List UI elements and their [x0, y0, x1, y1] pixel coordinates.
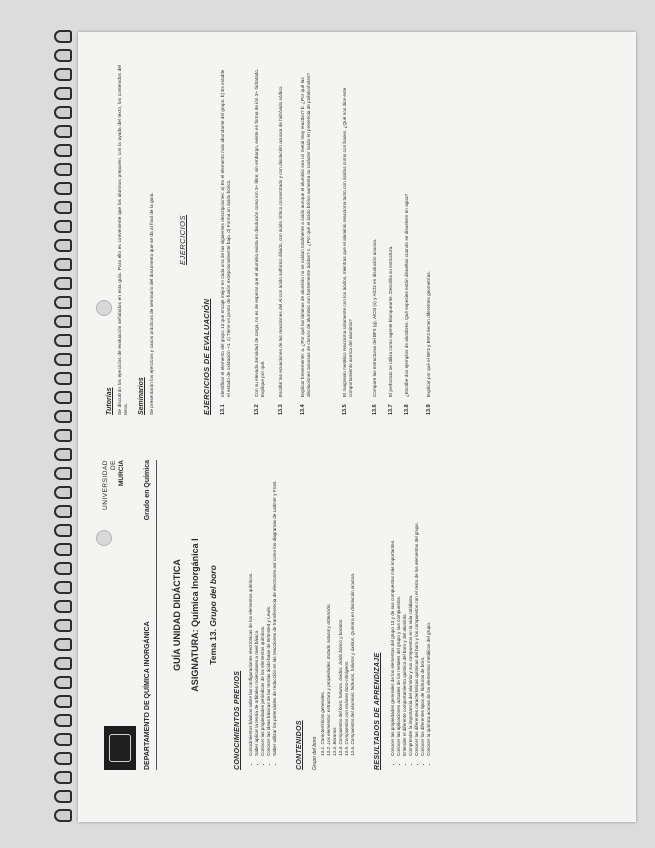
- group-label: Grupo del boro: [312, 736, 318, 770]
- spiral-ring: [54, 334, 72, 347]
- list-item: 13.2. Los elementos: estructura y propiedades. Estado natural y obtención.: [326, 603, 331, 756]
- spiral-ring: [54, 619, 72, 632]
- ejercicios-heading: EJERCICIOS: [178, 215, 187, 266]
- spiral-ring: [54, 657, 72, 670]
- seminarios-text: Se presentarán los ejercicios y casos prácticos de seminario del documento que se da al final de la guía.: [150, 192, 155, 415]
- tutorias-heading: Tutorías: [106, 387, 113, 415]
- spiral-ring: [54, 239, 72, 252]
- spiral-ring: [54, 771, 72, 784]
- topic-name: Grupo del boro: [208, 565, 218, 627]
- spiral-ring: [54, 391, 72, 404]
- spiral-ring: [54, 638, 72, 651]
- contents-list: [320, 466, 356, 756]
- spiral-ring: [54, 448, 72, 461]
- exercise-text: El perborato se utiliza como agente blanqueante. Describa su estructura.: [388, 245, 393, 397]
- topic-title: [208, 460, 218, 770]
- spiral-ring: [54, 429, 72, 442]
- spiral-ring: [54, 125, 72, 138]
- exercise-item: [426, 65, 432, 415]
- exercise-text: El magnesio metálico reacciona solamente con los ácidos, mientras que el aluminio reacciona tanto con ácidos como con bases. ¿Qué nos dice este comportamiento acerca del aluminio?: [342, 87, 353, 397]
- university-name: [102, 460, 126, 522]
- list-item: 13.6. Compuestos del aluminio: hidruros, haluros y óxidos. Química en disolución acuosa.: [350, 572, 355, 756]
- spiral-ring: [54, 106, 72, 119]
- contents-heading: CONTENIDOS: [296, 720, 303, 770]
- spiral-ring: [54, 144, 72, 157]
- exercise-item: [388, 65, 394, 415]
- exercise-number: 13.8: [404, 404, 410, 415]
- spiral-ring: [54, 524, 72, 537]
- exercise-number: 13.1: [220, 404, 226, 415]
- exercise-number: 13.9: [426, 404, 432, 415]
- exercise-item: [404, 65, 410, 415]
- exercise-number: 13.6: [372, 404, 378, 415]
- list-item: 13.3. Boranos: [332, 727, 337, 756]
- left-column: [78, 427, 636, 822]
- degree-name: Grado en Química: [144, 460, 151, 521]
- spiral-ring: [54, 372, 72, 385]
- list-item: • Conocer las propiedades periódicas de los elementos químicos.: [260, 456, 266, 756]
- university-line1: UNIVERSIDAD DE: [102, 460, 117, 510]
- subject-title: ASIGNATURA: Química Inorgánica I: [190, 538, 200, 692]
- spiral-ring: [54, 315, 72, 328]
- spiral-ring: [54, 296, 72, 309]
- spiral-ring: [54, 353, 72, 366]
- spiral-ring: [54, 182, 72, 195]
- spiral-ring: [54, 809, 72, 822]
- list-item: • Conocer los diferentes tipos de hidruros de boro.: [420, 456, 426, 756]
- exercise-number: 13.2: [254, 404, 260, 415]
- spiral-ring: [54, 486, 72, 499]
- spiral-ring: [54, 543, 72, 556]
- spiral-ring: [54, 562, 72, 575]
- department-name: DEPARTAMENTO DE QUÍMICA INORGÁNICA: [144, 621, 151, 770]
- exercise-text: Explicar brevemente: a. ¿Por qué las láminas de aluminio no se oxidan totalmente a óxido aunque el aluminio sea un metal muy reactivo? b. ¿Por qué las disoluciones acuosas de cloruro de aluminio son fuertemente ácidas? c. ¿Por qué el ácido bórico aumenta su carácter ácido en presencia de polialcoholes?: [300, 73, 311, 397]
- spiral-ring: [54, 695, 72, 708]
- prior-knowledge-list: [248, 456, 278, 764]
- guide-title: GUÍA UNIDAD DIDÁCTICA: [172, 559, 182, 671]
- exercise-item: [372, 65, 378, 415]
- list-item: • Saber utilizar los potenciales de reducción en las reacciones de transferencia de electrones así como los diagramas de Latimer y Frost.: [272, 456, 278, 756]
- list-item: 13.1. Características generales.: [320, 691, 325, 756]
- spiral-ring: [54, 410, 72, 423]
- list-item: 13.5. Compuestos con enlaces boro-nitrógeno.: [344, 660, 349, 756]
- spiral-ring: [54, 220, 72, 233]
- exercise-text: ¿Escribe dos ejemplos de alumbres. Qué especies están disueltas cuando se disuelven en agua?: [404, 193, 409, 397]
- header-row: [142, 460, 157, 770]
- spiral-ring: [54, 30, 72, 43]
- exercise-text: Escribir las ecuaciones de las reacciones del Al con ácido sulfúrico diluido, con ácido nítrico concentrado y con disolución acuosa de hidróxido sódico.: [278, 85, 283, 397]
- spiral-ring: [54, 258, 72, 271]
- spiral-ring: [54, 201, 72, 214]
- spiral-ring: [54, 505, 72, 518]
- list-item: 13.4. Compuestos del boro: haluros, óxidos, ácido bórico y boratos.: [338, 618, 343, 756]
- list-item: • Conocer las ideas básicas de las teorías ácido-base de Brönsted y Lewis.: [266, 456, 272, 756]
- university-crest-logo: [104, 726, 136, 770]
- spiral-ring: [54, 600, 72, 613]
- exercise-text: Explicar por qué el BF3 y BrF3 tienen diferentes geometrías.: [426, 271, 431, 397]
- learning-results-heading: RESULTADOS DE APRENDIZAJE: [374, 652, 381, 770]
- list-item: • Conocer la química acuosa de los elementos metálicos del grupo.: [426, 456, 432, 756]
- exercise-text: Identificar el elemento del grupo 13 que encaje mejor en cada una de las siguientes descripciones: a) Es el elemento más abundante del grupo. b) Es estable el estado de oxidación +1. c) Tiene un punto de fusión excepcionalmente bajo. d) Forma un ácido bórico.: [220, 69, 231, 397]
- exercise-number: 13.4: [300, 404, 306, 415]
- prior-knowledge-heading: CONOCIMIENTOS PREVIOS: [234, 670, 241, 770]
- exercise-number: 13.7: [388, 404, 394, 415]
- exercise-item: [278, 65, 284, 415]
- spiral-ring: [54, 714, 72, 727]
- spiral-ring: [54, 581, 72, 594]
- spiral-ring: [54, 752, 72, 765]
- exercise-item: [220, 65, 232, 415]
- spiral-ring: [54, 790, 72, 803]
- evaluation-exercises-heading: EJERCICIOS DE EVALUACIÓN: [202, 298, 211, 415]
- rotated-content: [78, 32, 636, 822]
- spiral-ring: [54, 87, 72, 100]
- right-column: [78, 32, 636, 427]
- list-item: • Entender el diferente comportamiento químico del boro y del aluminio.: [402, 456, 408, 756]
- spiral-ring: [54, 676, 72, 689]
- spiral-ring: [54, 733, 72, 746]
- list-item: • Conocer las diferentes características químicas del boro y los compuestos con el resto de los elementos del grupo.: [414, 456, 420, 756]
- list-item: • Comprender la importancia del aluminio y sus compuestos en la vida cotidiana.: [408, 456, 414, 756]
- spiral-ring: [54, 467, 72, 480]
- list-item: • Conocer las propiedades generales de los elementos del grupo 13 y de sus compuestos más importantes.: [390, 456, 396, 756]
- university-line2: MURCIA: [118, 460, 125, 486]
- exercise-number: 13.5: [342, 404, 348, 415]
- spiral-ring: [54, 277, 72, 290]
- spiral-ring: [54, 163, 72, 176]
- exercise-item: [300, 65, 312, 415]
- topic-prefix: Tema 13.: [208, 629, 218, 665]
- learning-results-list: [390, 456, 432, 764]
- spiral-ring: [54, 49, 72, 62]
- seminarios-heading: Seminarios: [138, 377, 145, 415]
- tutorias-text: Se discutirán los ejercicios de evaluación señalados en esta guía. Para ello es conveniente que los alumnos preparen, con la ayuda del texto, los contenidos del tema.: [118, 65, 130, 415]
- list-item: • Conocer las aplicaciones actuales de los metales del grupo y sus compuestos.: [396, 456, 402, 756]
- exercise-item: [254, 65, 266, 415]
- document-page: [78, 32, 636, 822]
- list-item: • Saber aplicar la teoría de orbitales moleculares a nivel básico.: [254, 456, 260, 756]
- spiral-ring: [54, 68, 72, 81]
- exercise-item: [342, 65, 354, 415]
- exercise-text: Compare las estructuras del BF3 (g), AlCl3 (s) y AlCl3 en disolución acuosa.: [372, 238, 377, 397]
- exercise-number: 13.3: [278, 404, 284, 415]
- spiral-binding: [54, 30, 76, 820]
- list-item: • Conocimientos básicos sobre las configuraciones electrónicas de los elementos químicos.: [248, 456, 254, 756]
- exercise-text: Con su elevada densidad de carga, no es de esperar que el aluminio exista en disolución como ion 3+ libre; sin embargo, existe en forma de ión 3+ hidratado. Explique por qué.: [254, 68, 265, 397]
